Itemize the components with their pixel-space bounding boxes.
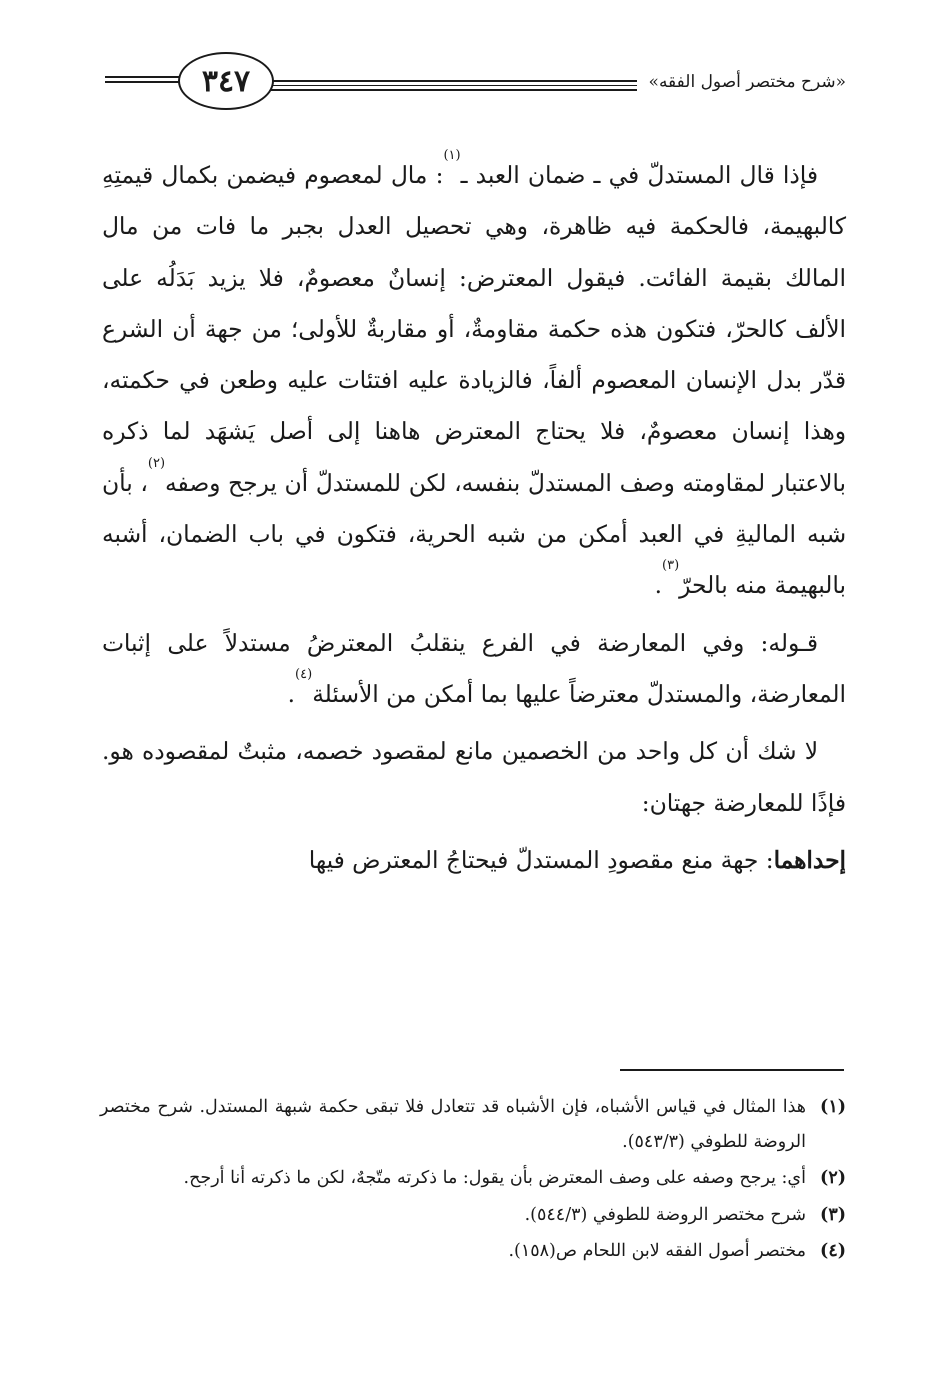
header-rule-right (262, 80, 637, 94)
paragraph-2-part-2: . (287, 680, 296, 708)
footnote-text: شرح مختصر الروضة للطوفي (٥٤٤/٣). (524, 1204, 806, 1225)
main-text (102, 150, 846, 892)
footnote-number: (١) (820, 1097, 846, 1117)
paragraph-4-text: : جهة منع مقصودِ المستدلّ فيحتاجُ المعترض فيها (308, 846, 774, 874)
footnote-text: هذا المثال في قياس الأشباه، فإن الأشباه قد تتعادل فلا تبقى حكمة شبهة المستدل. شرح مختصر الروضة للطوفي (٥٤٣/٣). (100, 1097, 806, 1152)
paragraph-4 (102, 835, 846, 886)
paragraph-1-part-2: : مال لمعصوم فيضمن بكمال قيمتِهِ كالبهيمة، فالحكمة فيه ظاهرة، وهي تحصيل العدل بجبر ما فات من مال المالك بقيمة الفائت. فيقول المعترض: إنسانٌ معصومٌ، فلا يزيد بَدَلُه على الألف كالحرّ، فتكون هذه حكمة مقاومةٌ، أو مقاربةٌ للأولى؛ من جهة أن الشرع قدّر بدل الإنسان المعصوم ألفاً، فالزيادة عليه افتئات عليه وطعن في حكمته، وهذا إنسان معصومٌ، فلا يحتاج المعترض هاهنا إلى أصل يَشهَد لما ذكره بالاعتبار لمقاومته وصف المستدلّ بنفسه، لكن للمستدلّ أن يرجح وصفه (102, 162, 846, 497)
footnote-number: (٤) (820, 1241, 846, 1261)
running-title: «شرح مختصر أصول الفقه» (648, 72, 846, 92)
footnote-text: أي: يرجح وصفه على وصف المعترض بأن يقول: ما ذكرته متّجهٌ، لكن ما ذكرته أنا أرجح. (183, 1168, 806, 1188)
footnote-separator (620, 1069, 844, 1071)
page-number: ٣٤٧ (178, 52, 274, 110)
footnote-ref-4: (٤) (295, 666, 313, 682)
footnote-1 (100, 1090, 846, 1159)
footnote-ref-3: (٣) (662, 558, 680, 574)
footnote-number: (٣) (820, 1204, 846, 1225)
footnote-4 (100, 1234, 846, 1269)
bold-term: إحداهما (773, 846, 846, 874)
paragraph-2-part-1: قـوله: وفي المعارضة في الفرع ينقلبُ المعترضُ مستدلاً على إثبات المعارضة، والمستدلّ معترضاً عليها بما أمكن من الأسئلة (102, 629, 846, 708)
footnote-text: مختصر أصول الفقه لابن اللحام ص(١٥٨). (508, 1241, 806, 1261)
paragraph-1-part-3: ، بأن شبه الماليةِ في العبد أمكن من شبه الحرية، فتكون في باب الضمان، أشبه بالبهيمة منه بالحرّ (102, 469, 846, 600)
footnote-ref-1: (١) (443, 148, 461, 163)
paragraph-2 (102, 618, 846, 721)
paragraph-3: لا شك أن كل واحد من الخصمين مانع لمقصود خصمه، مثبتٌ لمقصوده هو. فإذًا للمعارضة جهتان: (102, 738, 846, 817)
header-rule-left (105, 76, 185, 90)
footnote-ref-2: (٢) (147, 455, 166, 471)
footnote-3 (100, 1198, 846, 1233)
footnote-2 (100, 1161, 846, 1196)
footnote-number: (٢) (820, 1168, 846, 1188)
paragraph-1 (102, 150, 846, 612)
paragraph-1-part-4: . (654, 572, 663, 600)
paragraph-1-part-1: فإذا قال المستدلّ في ـ ضمان العبد ـ (460, 162, 819, 189)
footnotes (100, 1090, 846, 1271)
